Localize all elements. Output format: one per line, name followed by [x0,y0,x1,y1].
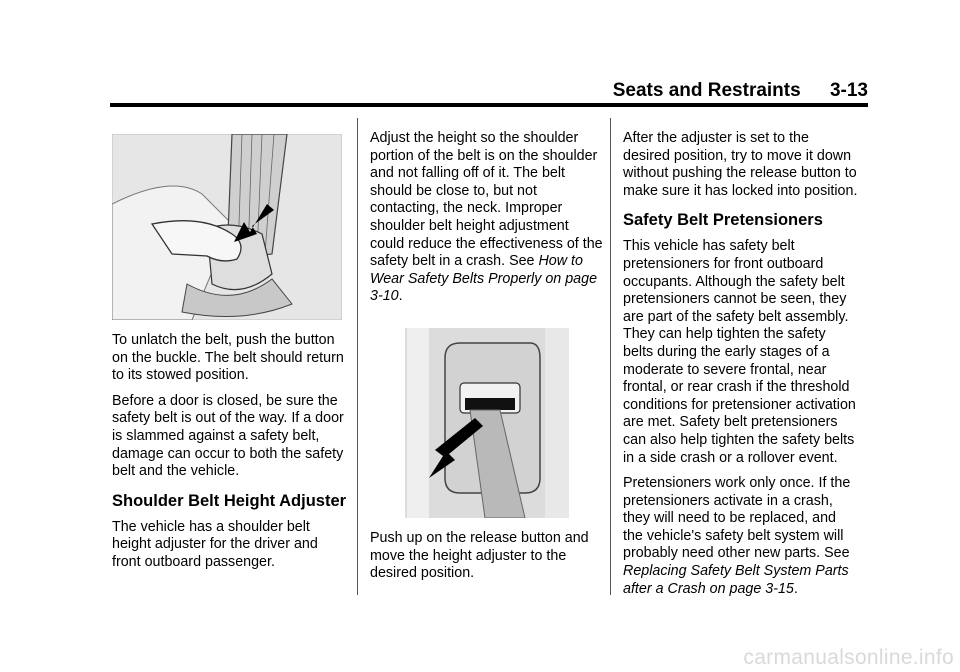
paragraph: Push up on the release button and move the height adjuster to the desired position. [370,529,589,582]
section-heading: Shoulder Belt Height Adjuster [112,491,347,510]
paragraph: The vehicle has a shoulder belt height adjuster for the driver and front outboard passenger. [112,518,318,570]
page-header [110,80,868,102]
paragraph: This vehicle has safety belt pretensioners for front outboard occupants. Although the safety belt pretensioners cannot be seen, they are part of the safety belt assembly. They can help tighten the safety belts during the early stages of a moderate to severe frontal, near frontal, or rear crash if the threshold conditions for pretensioner activation are met. Safety belt pretensioners can also help tighten the safety belts in a side crash or a rollover event. [623,238,856,466]
column-divider [610,118,611,595]
paragraph [623,475,859,598]
height-adjuster-illustration [405,328,569,518]
paragraph [370,130,606,306]
paragraph-text: Adjust the height so the shoulder portion of the belt is on the shoulder and not falling off of it. The belt should be close to, but not contacting, the neck. Improper shoulder belt height adjustment could reduce the effectiveness of the safety belt in a crash. See [370,130,603,270]
page-number: 3-13 [829,80,868,101]
buckle-illustration [112,134,342,320]
column-3 [623,130,859,606]
column-1 [112,130,348,580]
section-title: Seats and Restraints [612,80,801,101]
column-2 [370,130,606,591]
paragraph: To unlatch the belt, push the button on the buckle. The belt should return to its stowed position. [112,332,344,384]
paragraph-text: . [793,580,798,597]
header-rule [110,103,868,107]
paragraph: After the adjuster is set to the desired position, try to move it down without pushing the release button to make sure it has locked into position. [623,130,858,199]
paragraph: Before a door is closed, be sure the safety belt is out of the way. If a door is slammed against a safety belt, damage can occur to both the safety belt and the vehicle. [112,392,344,480]
column-divider [357,118,358,595]
watermark: carmanualsonline.info [743,646,954,669]
section-heading: Safety Belt Pretensioners [623,211,823,230]
cross-reference-link[interactable]: How to Wear Safety Belts Properly on page 3-10 [370,253,598,305]
paragraph-text: Pretensioners work only once. If the pretensioners activate in a crash, they will need to be replaced, and the vehicle's safety belt system will probably need other new parts. See [623,475,851,562]
paragraph-text: . [398,288,403,305]
cross-reference-link[interactable]: Replacing Safety Belt System Parts after a Crash on page 3-15 [623,563,849,597]
